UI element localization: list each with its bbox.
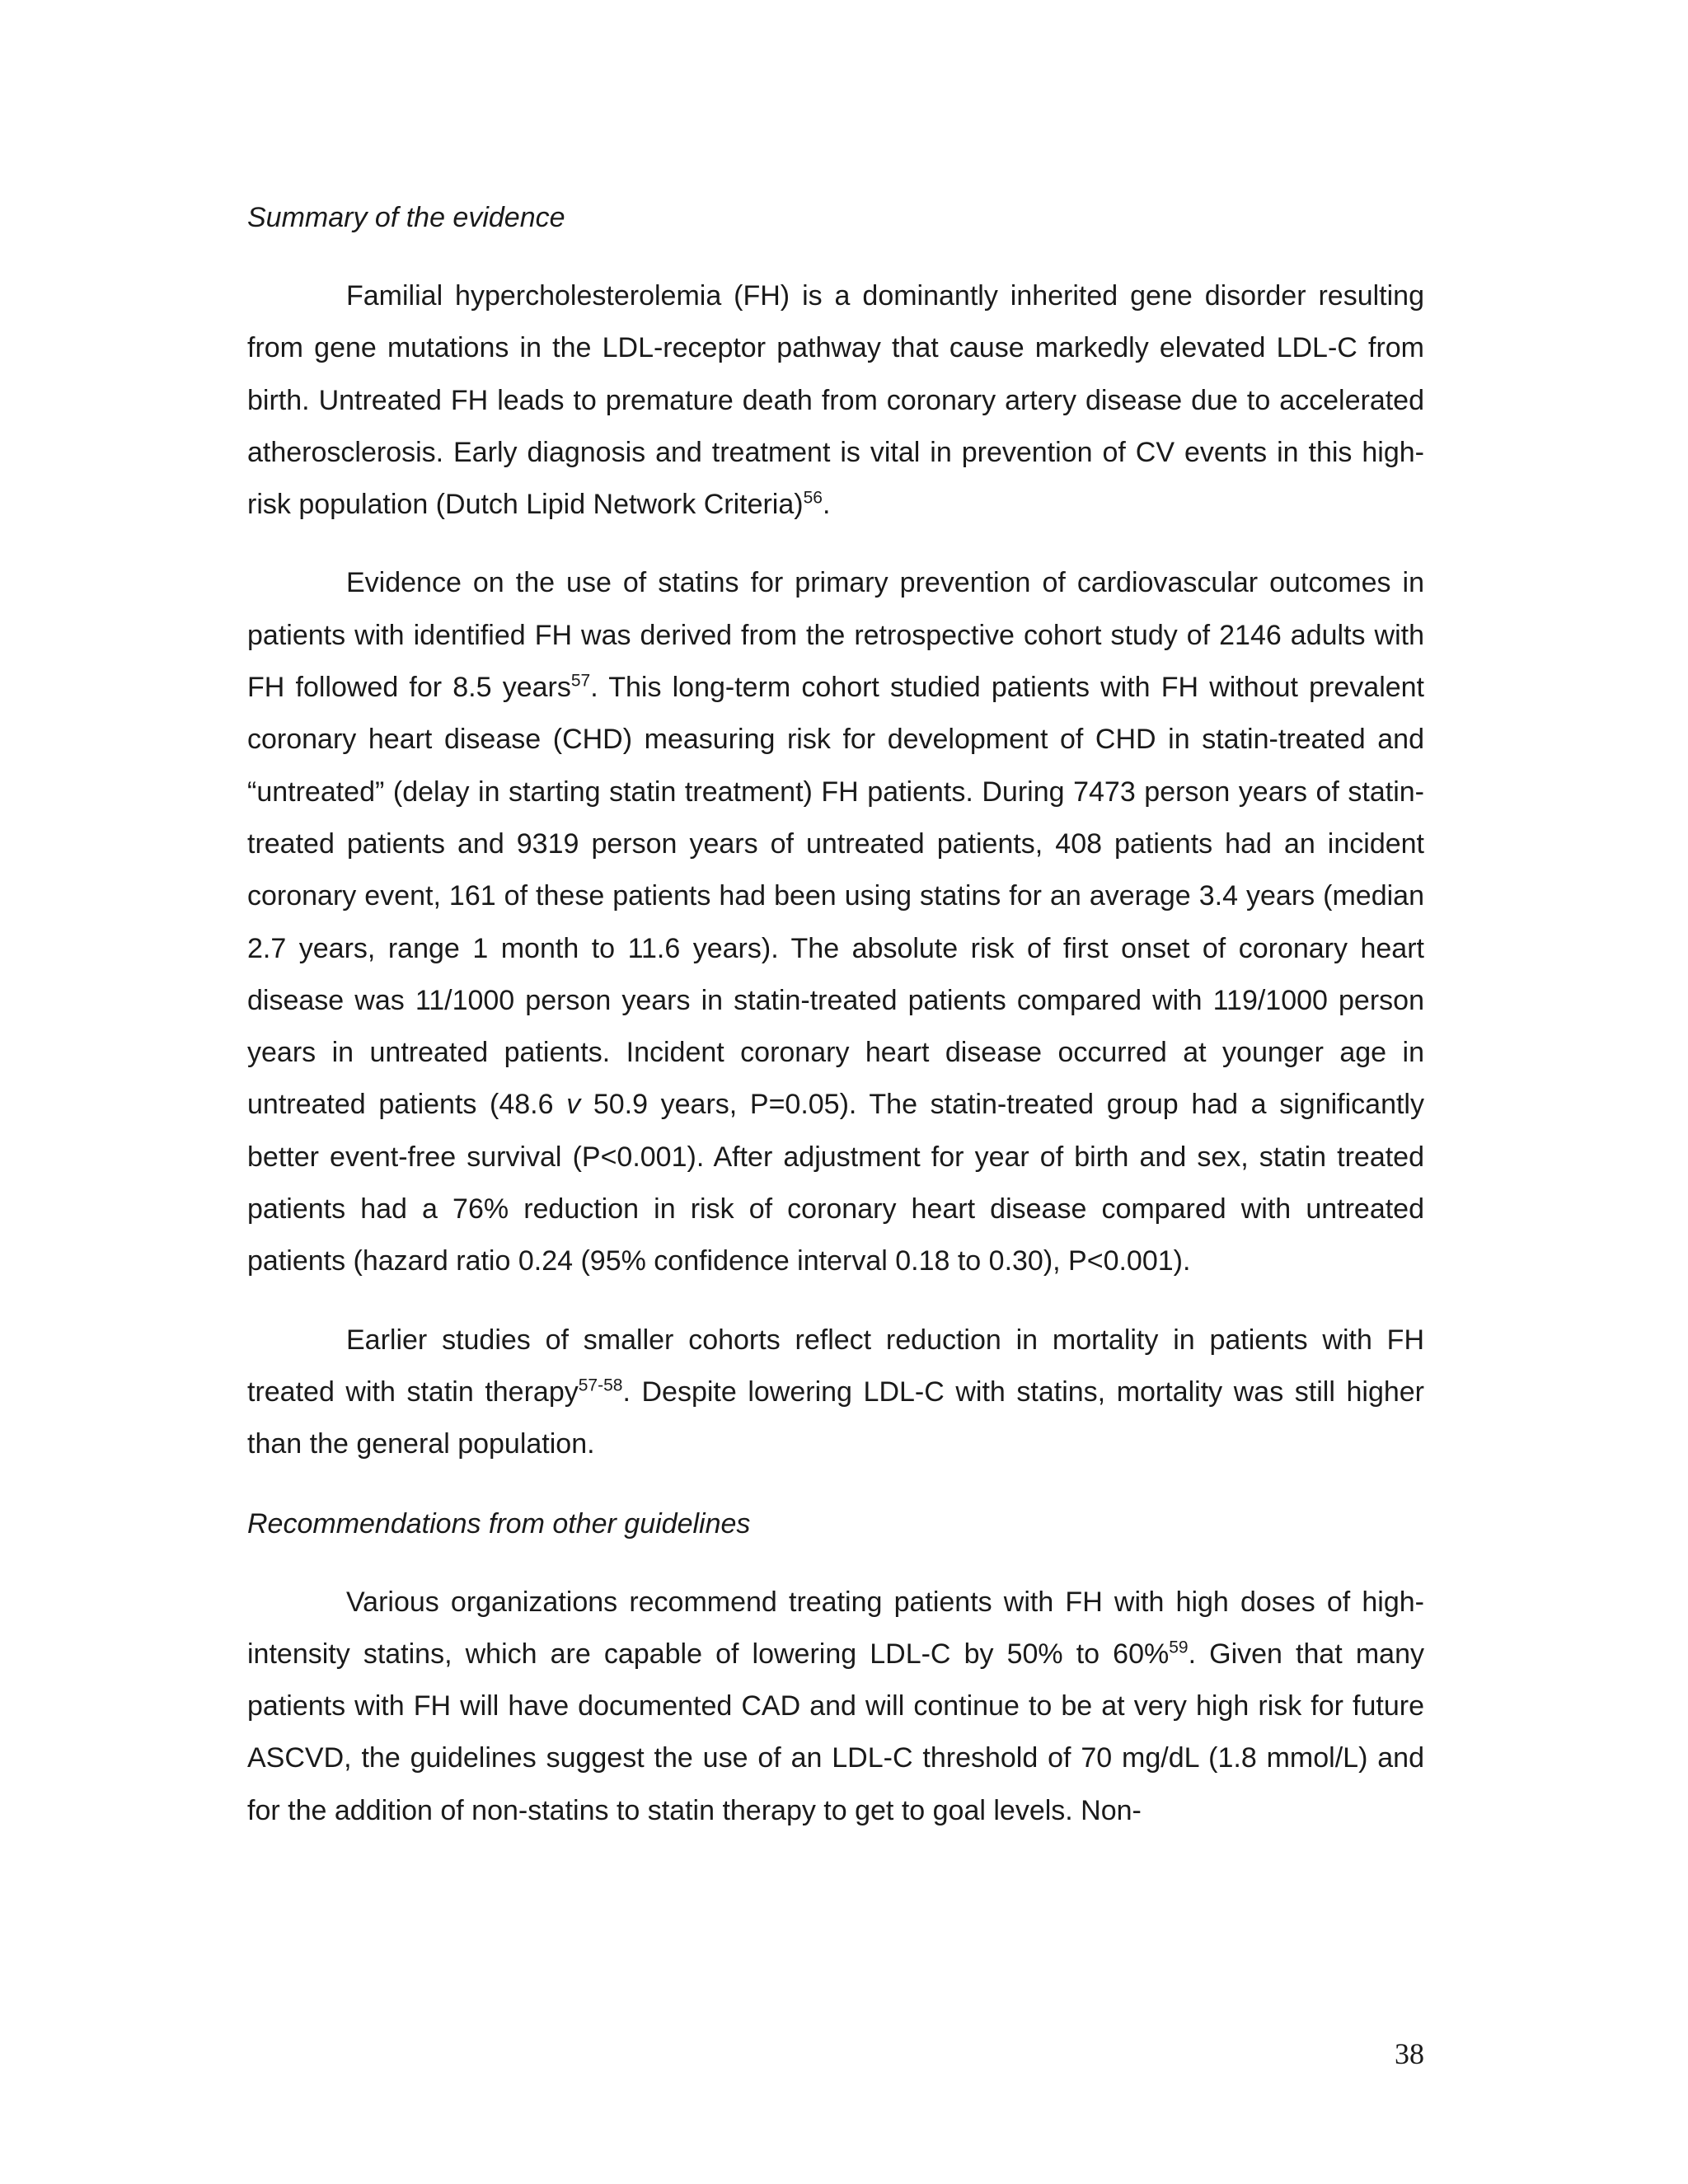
- section-heading-recommendations: Recommendations from other guidelines: [247, 1507, 751, 1540]
- paragraph-text: 50.9 years, P=0.05). The statin-treated group had a significantly better event-free survival (P<0.001). After adjustment for year of birth and sex, statin treated patients had a 76% reduction in risk of coronary heart disease compared with untreated patients (hazard ratio 0.24 (95% confidence interval 0.18 to 0.30), P<0.001).: [247, 1089, 1424, 1277]
- paragraph-recommendations: [247, 1577, 1424, 1837]
- paragraph-text: . Given that many patients with FH will have documented CAD and will continue to be at very high risk for future ASCVD, the guidelines suggest the use of an LDL-C threshold of 70 mg/dL (1.8 mmol/L) and for the addition of non-statins to statin therapy to get to goal levels. Non-: [247, 1638, 1424, 1826]
- italic-text: v: [566, 1089, 581, 1121]
- paragraph-statin-evidence: [247, 557, 1424, 1287]
- paragraph-text: .: [822, 489, 831, 521]
- citation-reference: 56: [803, 488, 823, 508]
- paragraph-text: Evidence on the use of statins for primary prevention of cardiovascular outcomes in patients with identified FH was derived from the retrospective cohort study of 2146 adults with FH followed for 8.5 years: [247, 567, 1424, 704]
- paragraph-text: . Despite lowering LDL-C with statins, mortality was still higher than the general population.: [247, 1376, 1424, 1460]
- paragraph-text: Familial hypercholesterolemia (FH) is a dominantly inherited gene disorder resulting from gene mutations in the LDL-receptor pathway that cause markedly elevated LDL-C from birth. Untreated FH leads to premature death from coronary artery disease due to accelerated atherosclerosis. Early diagnosis and treatment is vital in prevention of CV events in this high-risk population (Dutch Lipid Network Criteria): [247, 280, 1424, 521]
- document-body: [247, 191, 1424, 1863]
- citation-reference: 57: [570, 671, 591, 691]
- section-heading-summary: Summary of the evidence: [247, 202, 565, 233]
- citation-reference: 57-58: [578, 1376, 623, 1395]
- page-number: 38: [1395, 2037, 1424, 2070]
- paragraph-text: . This long-term cohort studied patients with FH without prevalent coronary heart disease (CHD) measuring risk for development of CHD in statin-treated and “untreated” (delay in starting statin treatment) FH patients. During 7473 person years of statin-treated patients and 9319 person years of untreated patients, 408 patients had an incident coronary event, 161 of these patients had been using statins for an average 3.4 years (median 2.7 years, range 1 month to 11.6 years). The absolute risk of first onset of coronary heart disease was 11/1000 person years in statin-treated patients compared with 119/1000 person years in untreated patients. Incident coronary heart disease occurred at younger age in untreated patients (48.6: [247, 672, 1425, 1121]
- citation-reference: 59: [1169, 1638, 1189, 1657]
- paragraph-earlier-studies: [247, 1315, 1424, 1471]
- paragraph-text: Earlier studies of smaller cohorts reflect reduction in mortality in patients with FH treated with statin therapy: [247, 1324, 1424, 1408]
- paragraph-text: Various organizations recommend treating patients with FH with high doses of high-intensity statins, which are capable of lowering LDL-C by 50% to 60%: [247, 1586, 1424, 1670]
- paragraph-fh-definition: [247, 270, 1424, 531]
